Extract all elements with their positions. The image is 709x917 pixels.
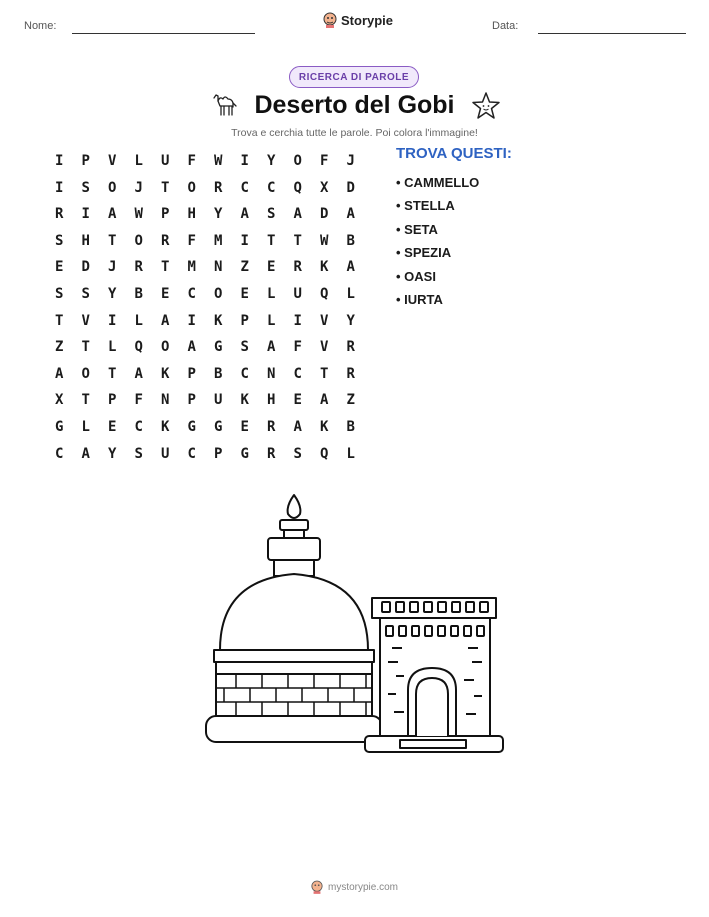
grid-letter[interactable]: G	[214, 418, 223, 435]
grid-letter[interactable]: O	[187, 179, 196, 196]
grid-letter[interactable]: I	[108, 312, 117, 329]
grid-letter[interactable]: P	[108, 392, 117, 409]
grid-letter[interactable]: O	[81, 365, 90, 382]
grid-letter[interactable]: B	[134, 285, 143, 302]
grid-letter[interactable]: V	[320, 339, 329, 356]
grid-letter[interactable]: S	[240, 339, 249, 356]
name-line	[72, 33, 255, 34]
grid-letter[interactable]: X	[320, 179, 329, 196]
grid-letter[interactable]: R	[293, 259, 302, 276]
grid-letter[interactable]: J	[108, 259, 117, 276]
word-list-item: • CAMMELLO	[396, 171, 479, 194]
grid-letter[interactable]: F	[293, 339, 302, 356]
grid-letter[interactable]: S	[267, 206, 276, 223]
grid-letter[interactable]: T	[55, 312, 64, 329]
grid-letter[interactable]: E	[55, 259, 64, 276]
grid-letter[interactable]: W	[320, 232, 329, 249]
grid-letter[interactable]: A	[267, 339, 276, 356]
star-icon	[470, 90, 502, 122]
grid-letter[interactable]: K	[161, 418, 170, 435]
grid-letter[interactable]: H	[81, 232, 90, 249]
grid-letter[interactable]: L	[134, 153, 143, 169]
grid-letter[interactable]: O	[161, 339, 170, 356]
date-label: Data:	[492, 20, 519, 32]
grid-letter[interactable]: C	[267, 179, 276, 196]
stupa-illustration	[200, 490, 510, 760]
grid-letter[interactable]: U	[161, 153, 170, 169]
grid-letter[interactable]: A	[240, 206, 249, 223]
grid-letter[interactable]: K	[320, 418, 329, 435]
name-label: Nome:	[24, 20, 57, 32]
grid-letter[interactable]: L	[81, 418, 90, 435]
page-title: Deserto del Gobi	[254, 91, 455, 119]
grid-letter[interactable]: W	[214, 153, 223, 169]
grid-letter[interactable]: D	[320, 206, 329, 223]
grid-row	[46, 308, 364, 335]
storypie-mascot-icon	[323, 12, 337, 28]
grid-row	[46, 441, 364, 468]
grid-letter[interactable]: I	[240, 153, 249, 169]
grid-letter[interactable]: U	[214, 392, 223, 409]
grid-letter[interactable]: L	[267, 285, 276, 302]
grid-letter[interactable]: F	[134, 392, 143, 409]
grid-letter[interactable]: G	[55, 418, 64, 435]
grid-letter[interactable]: N	[214, 259, 223, 276]
grid-letter[interactable]: R	[161, 232, 170, 249]
brand-name: Storypie	[341, 12, 394, 28]
grid-letter[interactable]: T	[108, 232, 117, 249]
grid-letter[interactable]: S	[81, 179, 90, 196]
word-list-item: • OASI	[396, 265, 479, 288]
grid-letter[interactable]: Y	[108, 445, 117, 462]
grid-letter[interactable]: I	[240, 232, 249, 249]
grid-letter[interactable]: Q	[293, 179, 302, 196]
grid-letter[interactable]: Q	[320, 285, 329, 302]
grid-letter[interactable]: B	[346, 232, 355, 249]
grid-letter[interactable]: T	[81, 392, 90, 409]
grid-letter[interactable]: Z	[55, 339, 64, 356]
grid-letter[interactable]: E	[161, 285, 170, 302]
grid-letter[interactable]: A	[346, 259, 355, 276]
grid-letter[interactable]: A	[293, 418, 302, 435]
grid-letter[interactable]: I	[55, 179, 64, 196]
grid-letter[interactable]: I	[187, 312, 196, 329]
grid-letter[interactable]: R	[346, 365, 355, 382]
grid-letter[interactable]: D	[81, 259, 90, 276]
grid-letter[interactable]: I	[81, 206, 90, 223]
brand-logo	[323, 12, 393, 28]
grid-letter[interactable]: A	[320, 392, 329, 409]
grid-letter[interactable]: K	[320, 259, 329, 276]
grid-letter[interactable]: A	[55, 365, 64, 382]
grid-letter[interactable]: R	[346, 339, 355, 356]
storypie-mascot-icon	[311, 880, 323, 894]
grid-letter[interactable]: T	[161, 259, 170, 276]
grid-letter[interactable]: O	[214, 285, 223, 302]
grid-letter[interactable]: X	[55, 392, 64, 409]
grid-letter[interactable]: U	[161, 445, 170, 462]
grid-letter[interactable]: R	[134, 259, 143, 276]
grid-letter[interactable]: L	[346, 285, 355, 302]
grid-letter[interactable]: A	[134, 365, 143, 382]
grid-letter[interactable]: B	[214, 365, 223, 382]
grid-letter[interactable]: M	[187, 259, 196, 276]
grid-letter[interactable]: P	[187, 365, 196, 382]
grid-letter[interactable]: A	[161, 312, 170, 329]
footer-url: mystorypie.com	[327, 881, 398, 893]
grid-letter[interactable]: F	[187, 232, 196, 249]
grid-letter[interactable]: Y	[346, 312, 355, 329]
grid-row	[46, 414, 364, 441]
grid-letter[interactable]: T	[161, 179, 170, 196]
grid-letter[interactable]: Y	[214, 206, 223, 223]
grid-letter[interactable]: L	[108, 339, 117, 356]
grid-letter[interactable]: E	[240, 418, 249, 435]
grid-letter[interactable]: K	[240, 392, 249, 409]
grid-letter[interactable]: F	[187, 153, 196, 169]
word-list-item: • SETA	[396, 218, 479, 241]
grid-letter[interactable]: U	[293, 285, 302, 302]
grid-letter[interactable]: C	[187, 285, 196, 302]
grid-letter[interactable]: W	[134, 206, 143, 223]
grid-row	[46, 361, 364, 388]
grid-letter[interactable]: E	[293, 392, 302, 409]
grid-letter[interactable]: C	[240, 365, 249, 382]
grid-letter[interactable]: J	[134, 179, 143, 196]
category-badge: RICERCA DI PAROLE	[289, 66, 419, 88]
grid-letter[interactable]: Z	[240, 259, 249, 276]
footer	[0, 880, 709, 894]
grid-letter[interactable]: A	[108, 206, 117, 223]
word-search-grid	[46, 148, 364, 467]
grid-letter[interactable]: C	[134, 418, 143, 435]
grid-letter[interactable]: H	[267, 392, 276, 409]
word-list-item: • SPEZIA	[396, 241, 479, 264]
grid-letter[interactable]: Q	[320, 445, 329, 462]
word-list-item: • IURTA	[396, 288, 479, 311]
grid-letter[interactable]: E	[240, 285, 249, 302]
grid-letter[interactable]: A	[81, 445, 90, 462]
grid-letter[interactable]: D	[346, 179, 355, 196]
grid-letter[interactable]: A	[187, 339, 196, 356]
grid-letter[interactable]: F	[320, 153, 329, 169]
grid-letter[interactable]: V	[108, 153, 117, 169]
grid-row	[46, 201, 364, 228]
grid-letter[interactable]: P	[161, 206, 170, 223]
grid-row	[46, 228, 364, 255]
grid-letter[interactable]: O	[293, 153, 302, 169]
grid-letter[interactable]: L	[134, 312, 143, 329]
grid-letter[interactable]: Q	[134, 339, 143, 356]
grid-letter[interactable]: G	[187, 418, 196, 435]
grid-letter[interactable]: N	[267, 365, 276, 382]
grid-row	[46, 387, 364, 414]
grid-letter[interactable]: C	[293, 365, 302, 382]
grid-letter[interactable]: H	[187, 206, 196, 223]
grid-letter[interactable]: S	[55, 232, 64, 249]
grid-letter[interactable]: P	[187, 392, 196, 409]
grid-letter[interactable]: E	[108, 418, 117, 435]
grid-letter[interactable]: P	[214, 445, 223, 462]
grid-letter[interactable]: C	[187, 445, 196, 462]
grid-letter[interactable]: S	[293, 445, 302, 462]
grid-letter[interactable]: B	[346, 418, 355, 435]
grid-letter[interactable]: P	[240, 312, 249, 329]
grid-letter[interactable]: L	[267, 312, 276, 329]
grid-letter[interactable]: J	[346, 153, 355, 169]
grid-letter[interactable]: T	[293, 232, 302, 249]
grid-letter[interactable]: L	[346, 445, 355, 462]
grid-letter[interactable]: G	[240, 445, 249, 462]
grid-row	[46, 254, 364, 281]
grid-letter[interactable]: T	[81, 339, 90, 356]
grid-row	[46, 148, 364, 175]
date-line	[538, 33, 686, 34]
grid-letter[interactable]: K	[214, 312, 223, 329]
grid-letter[interactable]: Y	[267, 153, 276, 169]
grid-row	[46, 175, 364, 202]
grid-letter[interactable]: Y	[108, 285, 117, 302]
grid-letter[interactable]: E	[267, 259, 276, 276]
grid-letter[interactable]: O	[108, 179, 117, 196]
grid-letter[interactable]: A	[346, 206, 355, 223]
grid-letter[interactable]: I	[293, 312, 302, 329]
grid-letter[interactable]: R	[55, 206, 64, 223]
word-list-item: • STELLA	[396, 194, 479, 217]
grid-letter[interactable]: R	[267, 418, 276, 435]
grid-row	[46, 334, 364, 361]
grid-letter[interactable]: I	[55, 153, 64, 169]
instructions: Trova e cerchia tutte le parole. Poi colora l'immagine!	[231, 127, 478, 139]
grid-letter[interactable]: S	[55, 285, 64, 302]
word-list	[396, 171, 479, 311]
grid-letter[interactable]: G	[214, 339, 223, 356]
grid-letter[interactable]: S	[81, 285, 90, 302]
grid-letter[interactable]: M	[214, 232, 223, 249]
grid-letter[interactable]: S	[134, 445, 143, 462]
word-list-title: TROVA QUESTI:	[396, 145, 512, 162]
grid-row	[46, 281, 364, 308]
grid-letter[interactable]: Z	[346, 392, 355, 409]
grid-letter[interactable]: R	[214, 179, 223, 196]
grid-letter[interactable]: K	[161, 365, 170, 382]
grid-letter[interactable]: N	[161, 392, 170, 409]
grid-letter[interactable]: T	[267, 232, 276, 249]
grid-letter[interactable]: T	[320, 365, 329, 382]
grid-letter[interactable]: V	[320, 312, 329, 329]
grid-letter[interactable]: P	[81, 153, 90, 169]
grid-letter[interactable]: R	[267, 445, 276, 462]
grid-letter[interactable]: C	[240, 179, 249, 196]
grid-letter[interactable]: O	[134, 232, 143, 249]
grid-letter[interactable]: A	[293, 206, 302, 223]
grid-letter[interactable]: V	[81, 312, 90, 329]
grid-letter[interactable]: T	[108, 365, 117, 382]
grid-letter[interactable]: C	[55, 445, 64, 462]
